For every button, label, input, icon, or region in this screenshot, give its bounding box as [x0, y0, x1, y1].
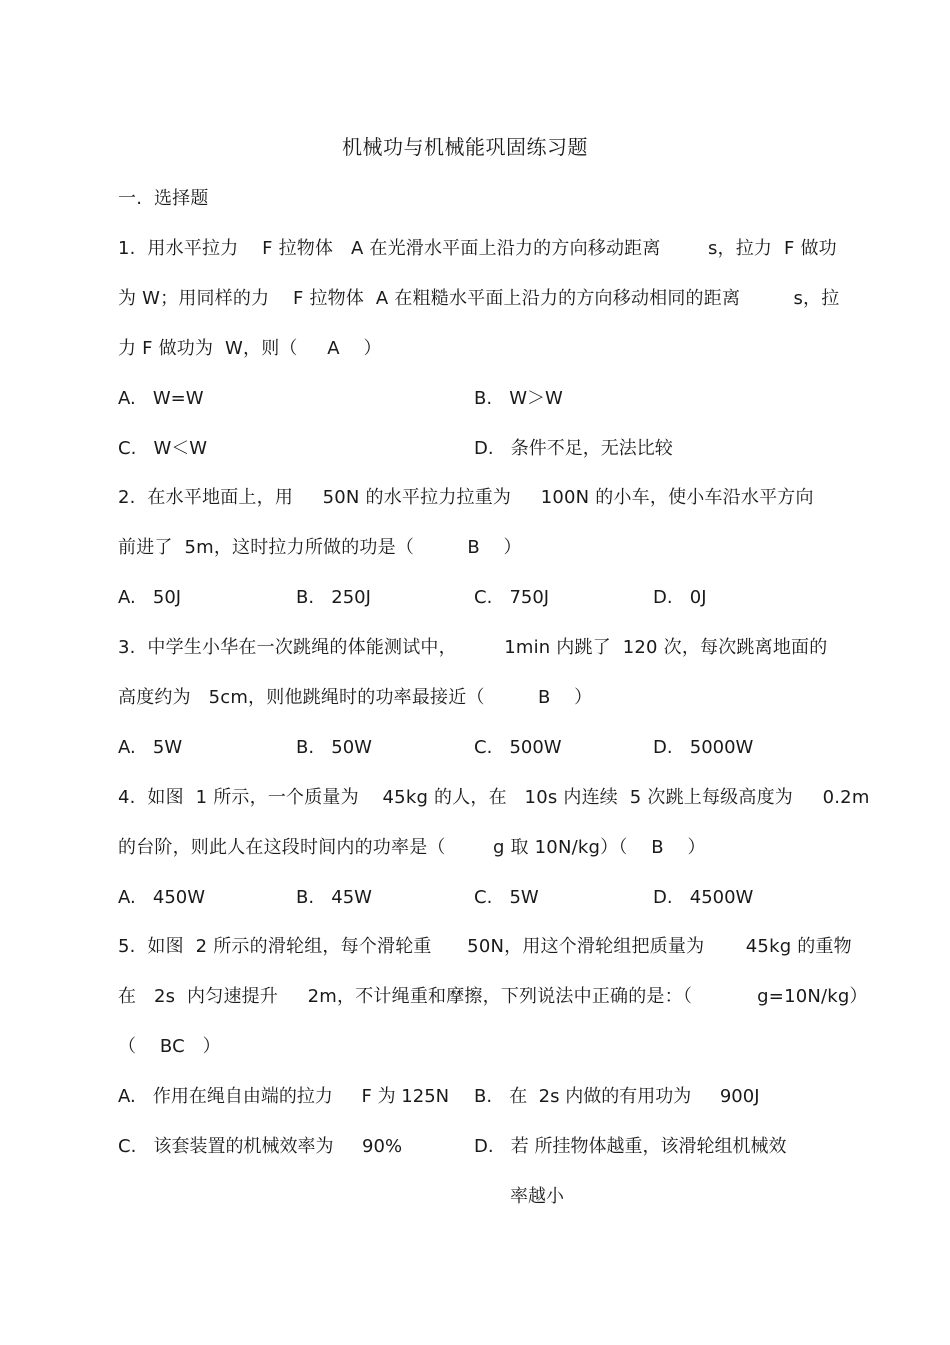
question-4-option-b: B. 45W: [296, 887, 372, 908]
question-4-option-a: A. 450W: [118, 887, 206, 908]
question-5-line-2: 在 2s 内匀速提升 2m，不计绳重和摩擦，下列说法中正确的是：（ g=10N/kg）: [118, 986, 868, 1007]
question-2-option-d: D. 0J: [653, 587, 707, 608]
question-5-option-a: A. 作用在绳自由端的拉力 F 为 125N: [118, 1086, 450, 1107]
question-3-line-1: 3. 中学生小华在一次跳绳的体能测试中， 1min 内跳了 120 次，每次跳离地面的: [118, 637, 828, 658]
question-2-line-2: 前进了 5m，这时拉力所做的功是（ B ）: [118, 537, 522, 558]
question-3-option-c: C. 500W: [474, 737, 562, 758]
question-5-option-c: C. 该套装置的机械效率为 90%: [118, 1136, 403, 1157]
question-1-option-c: C. W＜W: [118, 438, 208, 459]
page-title: 机械功与机械能巩固练习题: [342, 135, 588, 159]
question-5-option-b: B. 在 2s 内做的有用功为 900J: [474, 1086, 760, 1107]
section-heading: 一. 选择题: [118, 188, 209, 209]
question-5-option-d-continued: 率越小: [510, 1186, 564, 1207]
question-1-option-b: B. W＞W: [474, 388, 563, 409]
question-1-option-a: A. W=W: [118, 388, 204, 409]
question-2-option-b: B. 250J: [296, 587, 371, 608]
question-1-option-d: D. 条件不足，无法比较: [474, 438, 673, 459]
question-5-line-3: （ BC ）: [118, 1036, 221, 1057]
question-2-option-a: A. 50J: [118, 587, 182, 608]
question-1-line-1: 1. 用水平拉力 F 拉物体 A 在光滑水平面上沿力的方向移动距离 s，拉力 F 做功: [118, 238, 837, 259]
question-4-option-d: D. 4500W: [653, 887, 754, 908]
question-4-option-c: C. 5W: [474, 887, 539, 908]
question-5-option-d: D. 若 所挂物体越重，该滑轮组机械效: [474, 1136, 787, 1157]
question-1-line-2: 为 W；用同样的力 F 拉物体 A 在粗糙水平面上沿力的方向移动相同的距离 s，拉: [118, 288, 840, 309]
question-1-line-3: 力 F 做功为 W，则（ A ）: [118, 338, 382, 359]
question-3-option-b: B. 50W: [296, 737, 372, 758]
question-3-option-d: D. 5000W: [653, 737, 754, 758]
question-5-line-1: 5. 如图 2 所示的滑轮组，每个滑轮重 50N，用这个滑轮组把质量为 45kg 的重物: [118, 936, 852, 957]
question-3-line-2: 高度约为 5cm，则他跳绳时的功率最接近（ B ）: [118, 687, 593, 708]
question-4-line-1: 4. 如图 1 所示，一个质量为 45kg 的人，在 10s 内连续 5 次跳上每级高度为 0.2m: [118, 787, 870, 808]
question-2-option-c: C. 750J: [474, 587, 550, 608]
question-4-line-2: 的台阶，则此人在这段时间内的功率是（ g 取 10N/kg）（ B ）: [118, 837, 706, 858]
question-3-option-a: A. 5W: [118, 737, 183, 758]
question-2-line-1: 2. 在水平地面上，用 50N 的水平拉力拉重为 100N 的小车，使小车沿水平方向: [118, 487, 814, 508]
